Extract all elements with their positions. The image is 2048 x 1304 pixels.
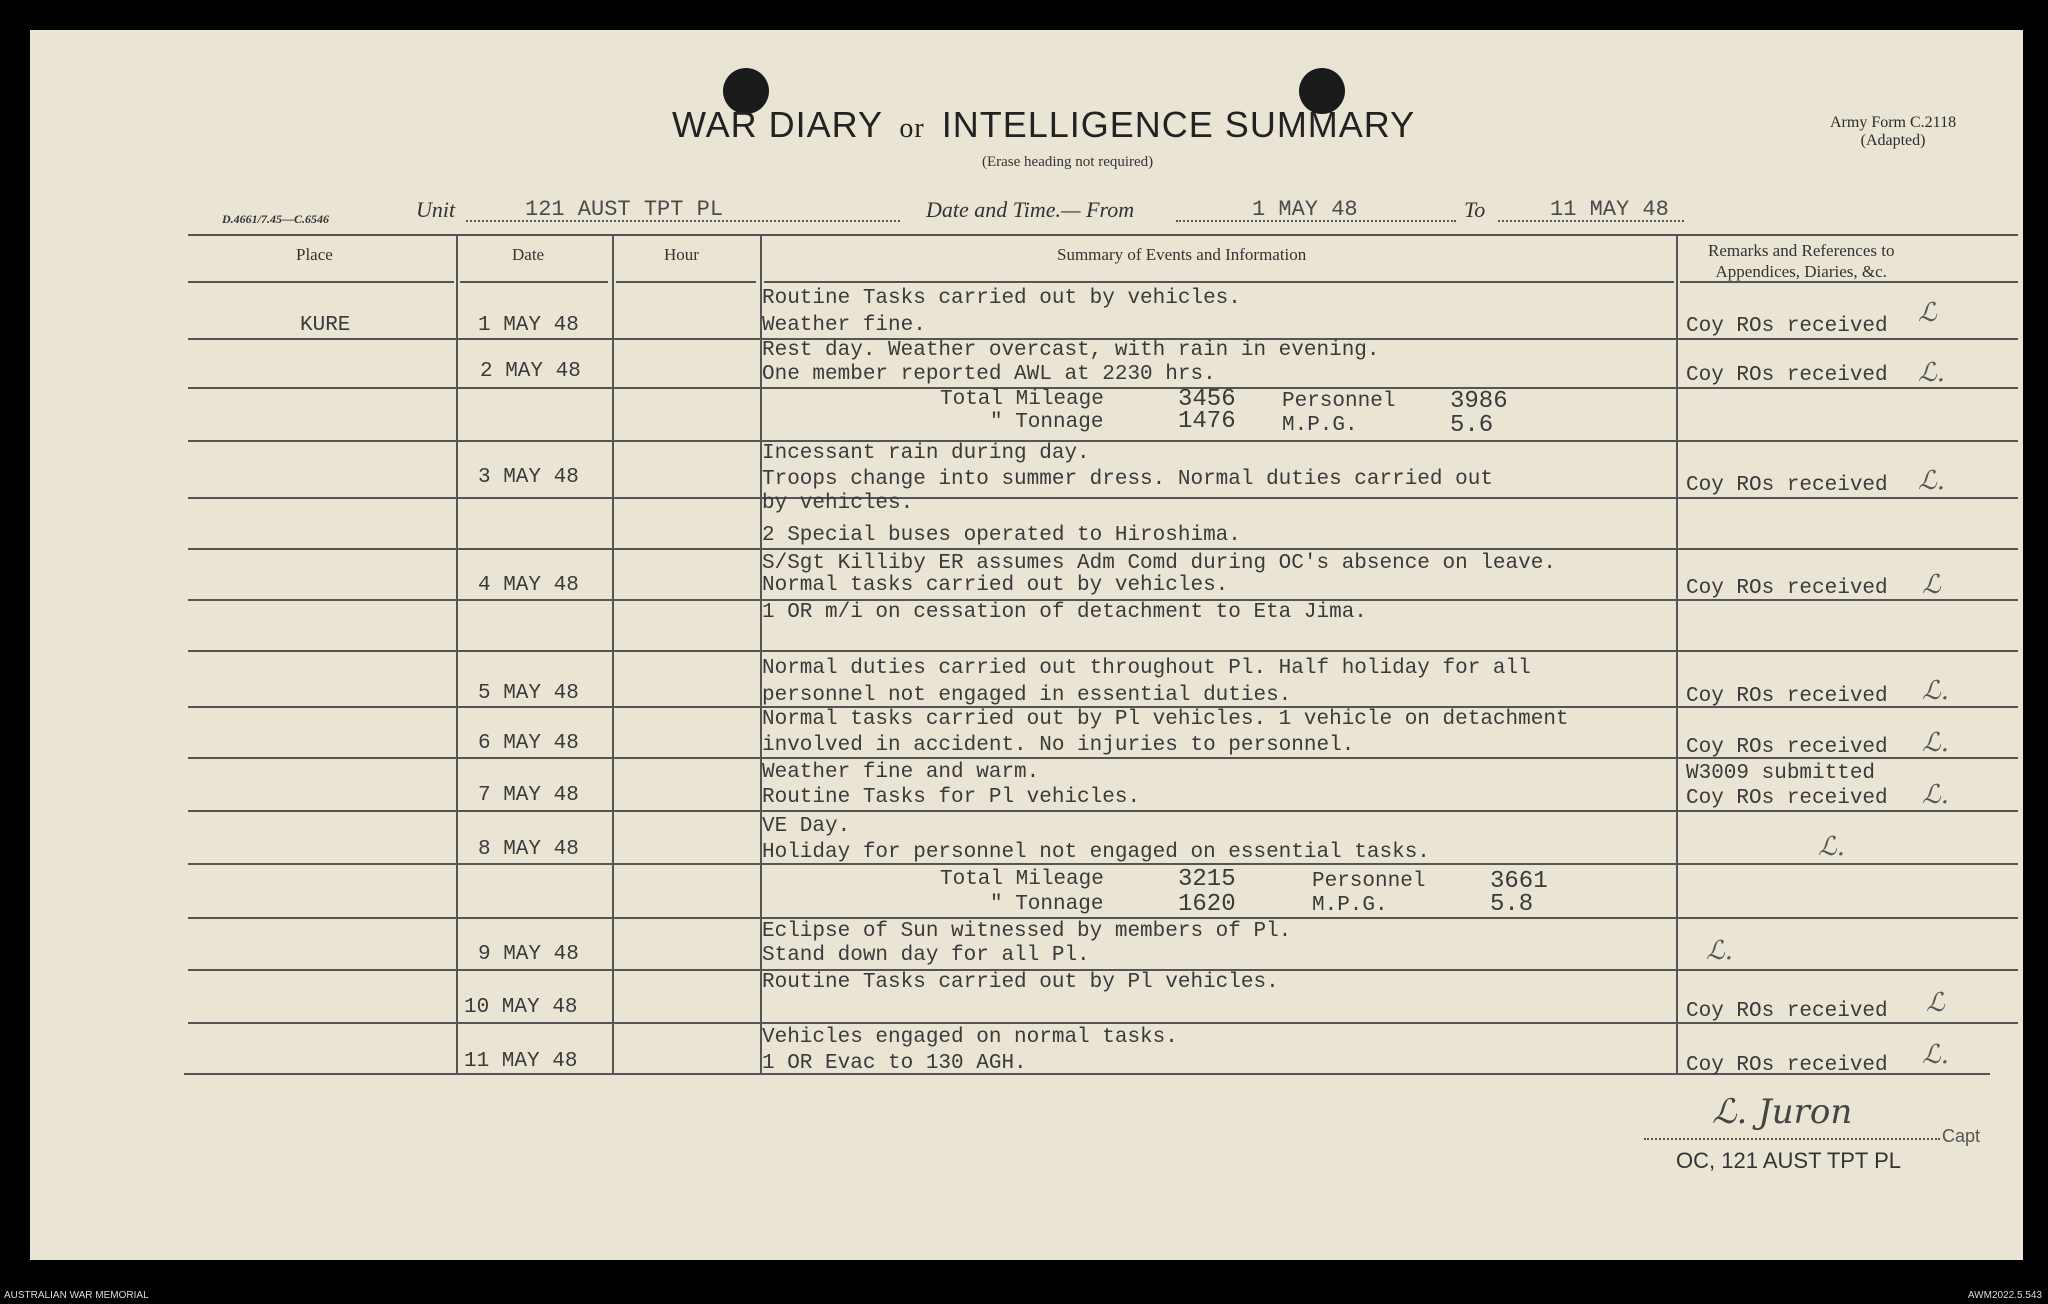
remark-initials: ℒ. (1922, 1040, 1949, 1070)
summary-line: Weather fine and warm. (762, 761, 1040, 784)
date-cell: 9 MAY 48 (478, 943, 579, 966)
summary-line: Normal tasks carried out by vehicles. (762, 574, 1229, 597)
footer-credit: AUSTRALIAN WAR MEMORIAL (4, 1290, 149, 1301)
stats-personnel-label: Personnel (1282, 390, 1396, 413)
summary-line: 2 Special buses operated to Hiroshima. (762, 524, 1241, 547)
remark-initials: ℒ. (1922, 728, 1949, 758)
page-subtitle: (Erase heading not required) (982, 154, 1154, 170)
stats-mileage-value: 3456 (1178, 386, 1236, 413)
stats-tonnage-label: " Tonnage (990, 893, 1104, 916)
summary-line: Routine Tasks carried out by Pl vehicles. (762, 971, 1279, 994)
remark-coy-ros-received: Coy ROs received (1686, 364, 1888, 387)
summary-line: 1 OR m/i on cessation of detachment to Eta Jima. (762, 601, 1367, 624)
summary-line: Vehicles engaged on normal tasks. (762, 1026, 1178, 1049)
summary-line: One member reported AWL at 2230 hrs. (762, 363, 1216, 386)
print-code: D.4661/7.45—C.6546 (222, 212, 330, 226)
summary-line: personnel not engaged in essential duties. (762, 684, 1292, 707)
unit-dotted-line (466, 220, 900, 222)
summary-line: Troops change into summer dress. Normal duties carried out (762, 468, 1493, 491)
remarks-header-line2: Appendices, Diaries, &c. (1715, 262, 1887, 281)
rule-place-date (456, 236, 458, 1074)
title-or: or (899, 113, 925, 144)
row-rule (188, 548, 2018, 550)
stats-personnel-value: 3661 (1490, 868, 1548, 895)
stats-mileage-label: Total Mileage (940, 868, 1104, 891)
stats-personnel-value: 3986 (1450, 388, 1508, 415)
summary-line: involved in accident. No injuries to personnel. (762, 734, 1355, 757)
date-cell: 7 MAY 48 (478, 784, 579, 807)
summary-line: S/Sgt Killiby ER assumes Adm Comd during OC's absence on leave. (762, 552, 1556, 575)
date-from-label: Date and Time.— From (926, 197, 1135, 222)
page-title (672, 104, 1415, 146)
summary-line: VE Day. (762, 815, 851, 838)
rule-date-hour (612, 236, 614, 1074)
date-to-dotted-line (1498, 220, 1684, 222)
rule-summary-remarks (1676, 236, 1678, 1074)
date-cell: 8 MAY 48 (478, 838, 579, 861)
summary-line: Normal duties carried out throughout Pl. Half holiday for all (762, 657, 1531, 680)
row-rule (188, 650, 2018, 652)
date-cell: 3 MAY 48 (478, 466, 579, 489)
stats-mpg-value: 5.6 (1450, 412, 1494, 439)
stats-mpg-value: 5.8 (1490, 891, 1534, 918)
stats-mileage-value: 3215 (1178, 866, 1236, 893)
stats-mpg-label: M.P.G. (1282, 414, 1358, 437)
remark-initials: ℒ. (1706, 936, 1733, 966)
row-rule (188, 440, 2018, 442)
column-header-remarks (1708, 240, 1894, 282)
remark-coy-ros-received: Coy ROs received (1686, 577, 1888, 600)
date-cell: 11 MAY 48 (464, 1050, 578, 1073)
column-header-summary: Summary of Events and Information (1057, 245, 1307, 264)
remark-initials: ℒ (1922, 570, 1941, 600)
date-cell: 4 MAY 48 (478, 574, 579, 597)
date-cell: 6 MAY 48 (478, 732, 579, 755)
summary-line: Routine Tasks carried out by vehicles. (762, 287, 1241, 310)
row-rule (188, 917, 2018, 919)
commanding-officer-signature: ℒ. Juron (1712, 1092, 1853, 1132)
header-underline-hour (616, 281, 756, 283)
header-underline-summary (764, 281, 1674, 283)
summary-line: Normal tasks carried out by Pl vehicles. 1 vehicle on detachment (762, 708, 1569, 731)
summary-line: Routine Tasks for Pl vehicles. (762, 786, 1141, 809)
summary-line: by vehicles. (762, 492, 914, 515)
army-form-line1: Army Form C.2118 (1830, 114, 1957, 131)
unit-value: 121 AUST TPT PL (525, 197, 724, 222)
table-top-rule (188, 234, 2018, 236)
remark-initials: ℒ. (1922, 780, 1949, 810)
header-underline-date (460, 281, 608, 283)
date-cell: 5 MAY 48 (478, 682, 579, 705)
summary-line: Rest day. Weather overcast, with rain in evening. (762, 339, 1380, 362)
remark-coy-ros-received: Coy ROs received (1686, 1000, 1888, 1023)
remark-coy-ros-received: Coy ROs received (1686, 315, 1888, 338)
remark-coy-ros-received: Coy ROs received (1686, 1054, 1888, 1077)
signature-unit-stamp: OC, 121 AUST TPT PL (1676, 1148, 1901, 1173)
date-to-value: 11 MAY 48 (1550, 197, 1669, 222)
row-rule (188, 497, 2018, 499)
signature-rank: Capt (1942, 1126, 1981, 1146)
date-cell: 1 MAY 48 (478, 314, 579, 337)
stats-tonnage-value: 1476 (1178, 408, 1236, 435)
signature-dotted-line (1644, 1138, 1940, 1140)
remark-coy-ros-received: Coy ROs received (1686, 787, 1888, 810)
date-cell: 2 MAY 48 (480, 360, 581, 383)
header-underline-remarks (1680, 281, 2018, 283)
date-to-label: To (1464, 197, 1486, 222)
remark-coy-ros-received: Coy ROs received (1686, 685, 1888, 708)
remark-coy-ros-received: Coy ROs received (1686, 736, 1888, 759)
column-header-hour: Hour (664, 245, 699, 264)
remark-initials: ℒ. (1818, 832, 1845, 862)
remark-initials: ℒ. (1922, 676, 1949, 706)
remark-initials: ℒ (1926, 988, 1945, 1018)
date-from-value: 1 MAY 48 (1252, 197, 1358, 222)
summary-line: Holiday for personnel not engaged on essential tasks. (762, 841, 1430, 864)
date-from-dotted-line (1176, 220, 1456, 222)
stats-mpg-label: M.P.G. (1312, 894, 1388, 917)
remark-initials: ℒ (1918, 298, 1937, 328)
title-intelligence-summary: INTELLIGENCE SUMMARY (941, 104, 1416, 145)
stats-tonnage-value: 1620 (1178, 891, 1236, 918)
remark-w3009-submitted: W3009 submitted (1686, 762, 1876, 785)
date-cell: 10 MAY 48 (464, 996, 578, 1019)
summary-line: 1 OR Evac to 130 AGH. (762, 1052, 1027, 1075)
army-form-line2: (Adapted) (1860, 132, 1926, 149)
summary-line: Incessant rain during day. (762, 442, 1090, 465)
header-underline-place (188, 281, 454, 283)
place-kure: KURE (300, 314, 351, 337)
stats-tonnage-label: " Tonnage (990, 411, 1104, 434)
remark-coy-ros-received: Coy ROs received (1686, 474, 1888, 497)
column-header-date: Date (512, 245, 545, 264)
stats-mileage-label: Total Mileage (940, 388, 1104, 411)
unit-label: Unit (416, 197, 456, 222)
summary-line: Eclipse of Sun witnessed by members of Pl. (762, 920, 1292, 943)
column-header-place: Place (296, 245, 333, 264)
title-war-diary: WAR DIARY (672, 104, 883, 145)
summary-line: Stand down day for all Pl. (762, 944, 1090, 967)
row-rule (188, 810, 2018, 812)
footer-accession-number: AWM2022.5.543 (1967, 1290, 2042, 1301)
stats-personnel-label: Personnel (1312, 870, 1426, 893)
remark-initials: ℒ. (1918, 466, 1945, 496)
remark-initials: ℒ. (1918, 358, 1945, 388)
remarks-header-line1: Remarks and References to (1708, 241, 1895, 260)
summary-line: Weather fine. (762, 314, 926, 337)
army-form-number (1830, 114, 1956, 150)
